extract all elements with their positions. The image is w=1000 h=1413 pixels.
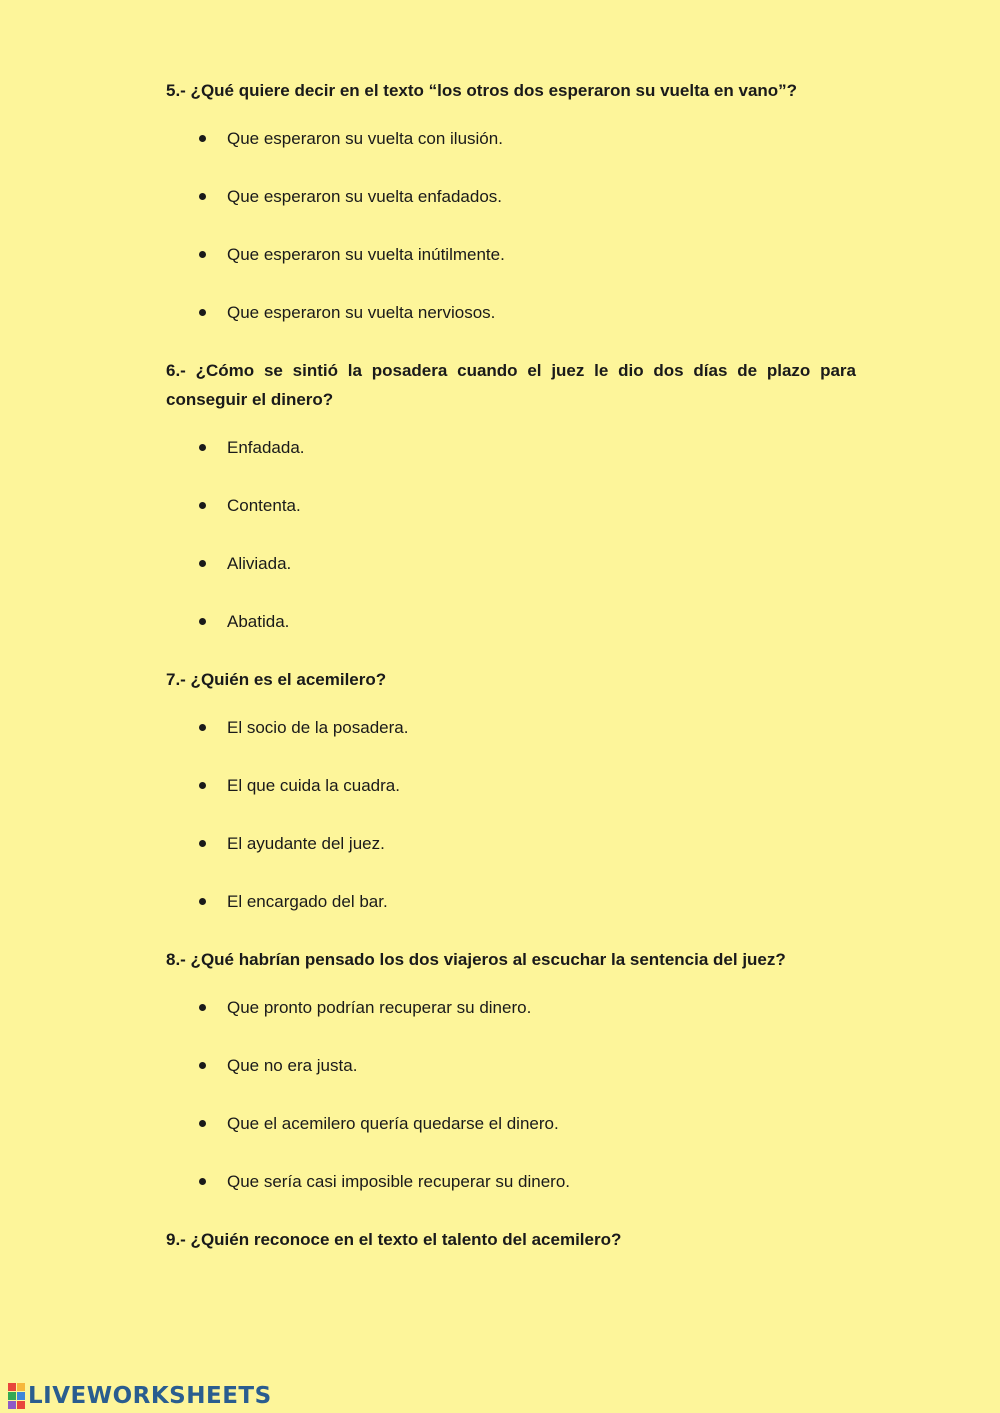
option-6a[interactable]: Enfadada. (166, 436, 856, 460)
option-6d[interactable]: Abatida. (166, 610, 856, 634)
option-5b[interactable]: Que esperaron su vuelta enfadados. (166, 185, 856, 209)
question-8: 8.- ¿Qué habrían pensado los dos viajeros al escuchar la sentencia del juez? (166, 950, 786, 969)
option-6c[interactable]: Aliviada. (166, 552, 856, 576)
option-8d[interactable]: Que sería casi imposible recuperar su dinero. (166, 1170, 856, 1194)
logo-text: LIVEWORKSHEETS (28, 1383, 272, 1409)
option-8b[interactable]: Que no era justa. (166, 1054, 856, 1078)
question-7-options (166, 716, 856, 914)
option-7a[interactable]: El socio de la posadera. (166, 716, 856, 740)
question-8-options (166, 996, 856, 1194)
question-6-options (166, 436, 856, 634)
option-7d[interactable]: El encargado del bar. (166, 890, 856, 914)
question-7: 7.- ¿Quién es el acemilero? (166, 670, 387, 689)
question-6: 6.- ¿Cómo se sintió la posadera cuando el juez le dio dos días de plazo para conseguir el dinero? (166, 361, 856, 409)
option-6b[interactable]: Contenta. (166, 494, 856, 518)
option-5c[interactable]: Que esperaron su vuelta inútilmente. (166, 243, 856, 267)
option-7c[interactable]: El ayudante del juez. (166, 832, 856, 856)
option-7b[interactable]: El que cuida la cuadra. (166, 774, 856, 798)
option-8a[interactable]: Que pronto podrían recuperar su dinero. (166, 996, 856, 1020)
footer-logo[interactable] (8, 1383, 272, 1409)
worksheet-content (166, 76, 856, 1254)
option-5d[interactable]: Que esperaron su vuelta nerviosos. (166, 301, 856, 325)
logo-blocks-icon (8, 1383, 25, 1409)
option-5a[interactable]: Que esperaron su vuelta con ilusión. (166, 127, 856, 151)
question-9: 9.- ¿Quién reconoce en el texto el talento del acemilero? (166, 1230, 622, 1249)
question-5: 5.- ¿Qué quiere decir en el texto “los otros dos esperaron su vuelta en vano”? (166, 81, 798, 100)
question-5-options (166, 127, 856, 325)
option-8c[interactable]: Que el acemilero quería quedarse el dinero. (166, 1112, 856, 1136)
